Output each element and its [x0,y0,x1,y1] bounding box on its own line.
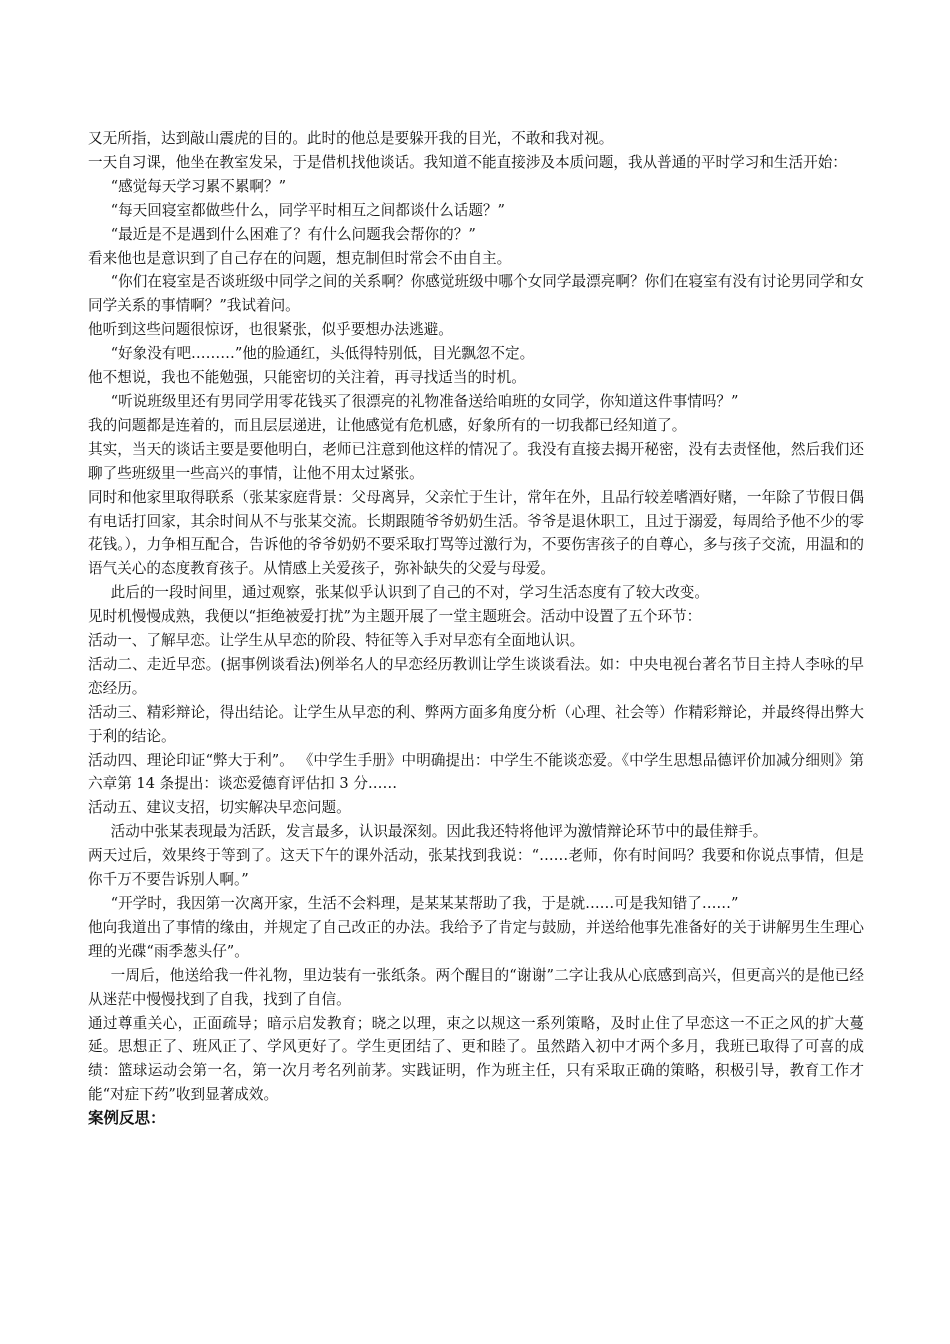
paragraph: 通过尊重关心，正面疏导；暗示启发教育；晓之以理，束之以规这一系列策略，及时止住了早恋这一不正之风的扩大蔓延。思想正了、班风正了、学风更好了。学生更团结了、更和睦了。虽然踏入初中才两个多月，我班已取得了可喜的成绩：篮球运动会第一名，第一次月考名列前茅。实践证明，作为班主任，只有采取正确的策略，积极引导，教育工作才能“对症下药”收到显著成效。 [88,1014,864,1104]
paragraph: 其实，当天的谈话主要是要他明白，老师已注意到他这样的情况了。我没有直接去揭开秘密，没有去责怪他，然后我们还聊了些班级里一些高兴的事情，让他不用太过紧张。 [88,440,864,482]
activity-item: 活动三、精彩辩论，得出结论。让学生从早恋的利、弊两方面多角度分析（心理、社会等）作精彩辩论，并最终得出弊大于利的结论。 [88,703,864,745]
paragraph: 见时机慢慢成熟，我便以“拒绝被爱打扰”为主题开展了一堂主题班会。活动中设置了五个环节： [88,608,702,626]
paragraph: 此后的一段时间里，通过观察，张某似乎认识到了自己的不对，学习生活态度有了较大改变。 [110,584,709,602]
quote-paragraph: “听说班级里还有男同学用零花钱买了很漂亮的礼物准备送给咱班的女同学，你知道这件事情吗？” [110,392,739,410]
paragraph: 一周后，他送给我一件礼物，里边装有一张纸条。两个醒目的“谢谢”二字让我从心底感到高兴，但更高兴的是他已经从迷茫中慢慢找到了自我，找到了自信。 [88,966,864,1008]
quote-paragraph: “每天回寝室都做些什么，同学平时相互之间都谈什么话题？” [110,201,505,219]
paragraph: 看来他也是意识到了自己存在的问题，想克制但时常会不由自主。 [88,249,512,267]
paragraph: 两天过后，效果终于等到了。这天下午的课外活动，张某找到我说：“……老师，你有时间吗？我要和你说点事情，但是你千万不要告诉别人啊。” [88,847,864,889]
paragraph: 活动中张某表现最为活跃，发言最多，认识最深刻。因此我还特将他评为激情辩论环节中的最佳辩手。 [110,823,768,841]
quote-paragraph: “你们在寝室是否谈班级中同学之间的关系啊？你感觉班级中哪个女同学最漂亮啊？你们在寝室有没有讨论男同学和女同学关系的事情啊？”我试着问。 [88,273,864,315]
section-heading: 案例反思： [88,1109,166,1128]
paragraph: 又无所指，达到敲山震虎的目的。此时的他总是要躲开我的目光，不敢和我对视。 [88,130,614,147]
paragraph: 我的问题都是连着的，而且层层递进，让他感觉有危机感，好象所有的一切我都已经知道了。 [88,416,687,434]
quote-paragraph: “感觉每天学习累不累啊？” [110,177,287,195]
paragraph: 一天自习课，他坐在教室发呆，于是借机找他谈话。我知道不能直接涉及本质问题，我从普通的平时学习和生活开始： [88,153,847,171]
paragraph: 他向我道出了事情的缘由，并规定了自己改正的办法。我给予了肯定与鼓励，并送给他事先准备好的关于讲解男生生理心理的光碟“雨季葱头仔”。 [88,918,864,960]
quote-paragraph: “开学时，我因第一次离开家，生活不会料理，是某某某帮助了我，于是就……可是我知错了……” [110,895,739,912]
quote-paragraph: “最近是不是遇到什么困难了？有什么问题我会帮你的？” [110,225,476,243]
document-body [88,127,864,1131]
activity-item: 活动四、理论印证“弊大于利”。 《中学生手册》中明确提出：中学生不能谈恋爱。《中学生思想品德评价加减分细则》第六章第 14 条提出：谈恋爱德育评估扣 3 分…… [88,751,864,793]
paragraph: 他听到这些问题很惊讶，也很紧张，似乎要想办法逃避。 [88,321,453,339]
paragraph: 他不想说，我也不能勉强，只能密切的关注着，再寻找适当的时机。 [88,369,526,387]
activity-item: 活动一、了解早恋。让学生从早恋的阶段、特征等入手对早恋有全面地认识。 [88,632,585,650]
activity-item: 活动二、走近早恋。(据事例谈看法)例举名人的早恋经历教训让学生谈谈看法。如：中央电视台著名节目主持人李咏的早恋经历。 [88,655,864,697]
paragraph: 同时和他家里取得联系（张某家庭背景：父母离异，父亲忙于生计，常年在外，且品行较差嗜酒好赌，一年除了节假日偶有电话打回家，其余时间从不与张某交流。长期跟随爷爷奶奶生活。爷爷是退休职工，且过于溺爱，每周给予他不少的零花钱。），力争相互配合，告诉他的爷爷奶奶不要采取打骂等过激行为，不要伤害孩子的自尊心，多与孩子交流，用温和的语气关心的态度教育孩子。从情感上关爱孩子，弥补缺失的父爱与母爱。 [88,488,864,578]
activity-item: 活动五、建议支招，切实解决早恋问题。 [88,799,351,817]
quote-paragraph: “好象没有吧………”他的脸通红，头低得特别低，目光飘忽不定。 [110,345,535,363]
